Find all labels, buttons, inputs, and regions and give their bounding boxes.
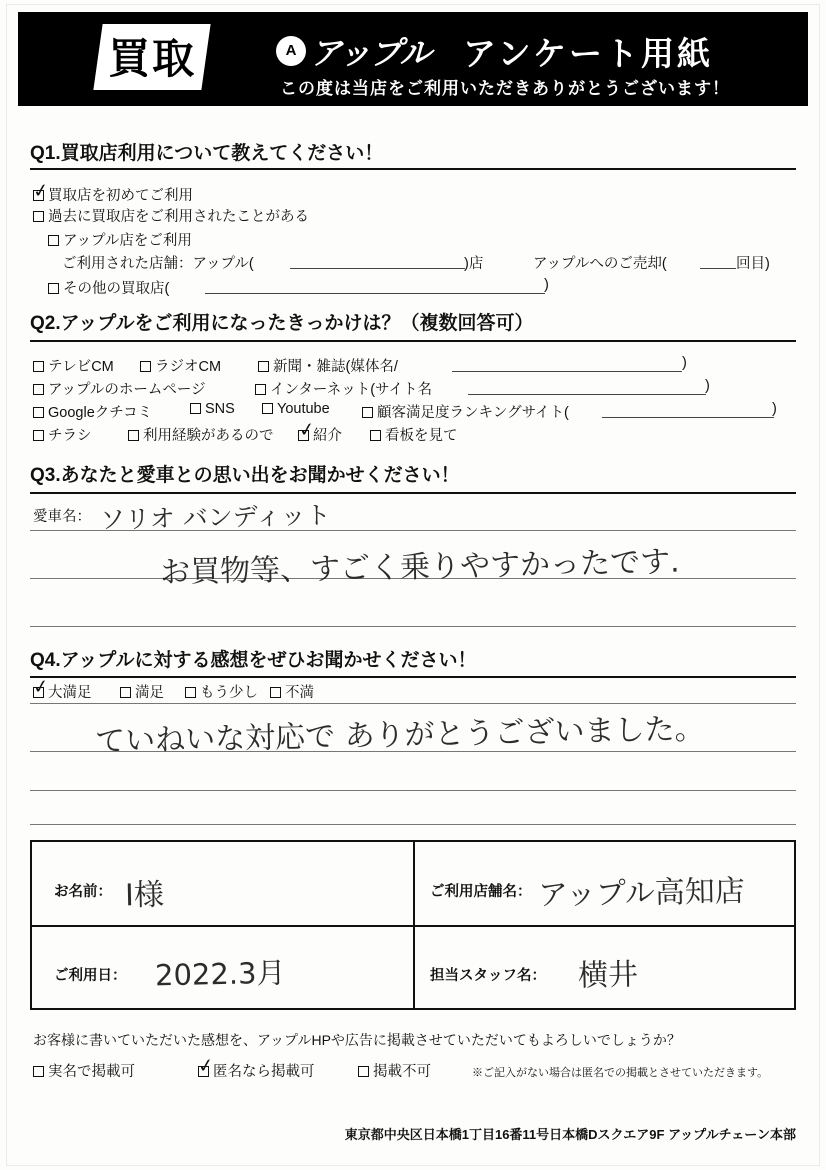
q1-sell-count-blank[interactable] — [700, 268, 736, 269]
footer-option-no-publish[interactable]: 掲載不可 — [358, 1060, 431, 1081]
checkbox[interactable] — [33, 384, 44, 395]
checkbox[interactable] — [48, 283, 59, 294]
q4-rule — [30, 676, 796, 678]
footer-check-anonymous-icon: ✓ — [196, 1054, 216, 1079]
shop-label: ご利用店舗名： — [430, 884, 532, 900]
q1-sell-count-suffix: 回目) — [736, 256, 770, 272]
name-value-handwriting: I様 — [124, 877, 165, 914]
q1-heading: Q1.買取店利用について教えてください！ — [30, 143, 384, 164]
q2-option-internet[interactable]: インターネット(サイト名 — [255, 378, 432, 399]
checkbox[interactable] — [33, 407, 44, 418]
checkbox[interactable] — [120, 687, 131, 698]
q4-option-satisfied[interactable]: 満足 — [120, 681, 164, 702]
q3-write-line-3[interactable] — [30, 626, 796, 627]
q2-option-flyer[interactable]: チラシ — [33, 424, 92, 445]
q2-option-referral[interactable]: 紹介 — [298, 424, 342, 445]
q1-option-other-shop[interactable]: その他の買取店( — [48, 277, 169, 298]
company-address: 東京都中央区日本橋1丁目16番11号日本橋Dスクエア9F アップルチェーン本部 — [344, 1127, 796, 1142]
checkbox[interactable] — [258, 361, 269, 372]
staff-value-handwriting: 横井 — [577, 957, 639, 994]
q2-heading: Q2.アップルをご利用になったきっかけは？（複数回答可） — [30, 313, 534, 334]
q2-option-signboard[interactable]: 看板を見て — [370, 424, 458, 445]
apple-mark-icon: A — [276, 36, 306, 66]
checkbox[interactable] — [358, 1066, 369, 1077]
table-horizontal-divider — [32, 925, 794, 927]
q2-media-blank[interactable] — [452, 371, 682, 372]
q1-option-used-before[interactable]: 過去に買取店をご利用されたことがある — [33, 205, 309, 226]
q4-check-very-satisfied-icon: ✓ — [31, 675, 51, 700]
checkbox[interactable] — [185, 687, 196, 698]
q1-other-shop-blank[interactable] — [205, 293, 545, 294]
brand-logo — [276, 28, 430, 74]
q3-car-label: 愛車名： — [33, 509, 91, 525]
q1-option-apple-store[interactable]: アップル店をご利用 — [48, 229, 192, 250]
q1-used-shop-suffix: )店 — [464, 256, 484, 272]
page-title: アンケート用紙 — [463, 35, 714, 72]
q2-row3-close: ) — [772, 401, 777, 417]
q2-option-sns[interactable]: SNS — [190, 401, 235, 417]
q4-heading: Q4.アップルに対する感想をぜひお聞かせください！ — [30, 650, 477, 671]
checkbox[interactable] — [370, 430, 381, 441]
q3-answer-handwriting: お買物等、すごく乗りやすかったです. — [159, 544, 680, 591]
q3-car-value-handwriting: ソリオ バンディット — [99, 500, 332, 535]
footer-note: ※ご記入がない場合は匿名での掲載とさせていただきます。 — [472, 1067, 769, 1079]
date-value-handwriting: 2022.3月 — [154, 955, 286, 993]
publish-consent-question: お客様に書いていただいた感想を、アップルHPや広告に掲載させていただいてもよろしいでしょうか？ — [33, 1032, 681, 1048]
q2-row1-close: ) — [682, 355, 687, 371]
q2-option-radio-cm[interactable]: ラジオCM — [140, 355, 221, 376]
date-label: ご利用日： — [54, 968, 127, 984]
banner-subtitle: この度は当店をご利用いただきありがとうございます！ — [280, 79, 730, 98]
checkbox[interactable] — [262, 403, 273, 414]
checkbox[interactable] — [48, 235, 59, 246]
q1-used-shop-line: ご利用された店舗：アップル( — [62, 256, 254, 272]
q2-row2-close: ) — [705, 378, 710, 394]
brand-wordmark: アップル — [310, 35, 431, 71]
q2-check-referral-icon: ✓ — [297, 418, 317, 443]
checkbox[interactable] — [33, 361, 44, 372]
q4-write-line-3[interactable] — [30, 790, 796, 791]
name-label: お名前： — [54, 884, 112, 900]
q2-option-ranking-site[interactable]: 顧客満足度ランキングサイト( — [362, 401, 569, 422]
q1-sell-count-label: アップルへのご売却( — [533, 256, 667, 272]
q4-answer-handwriting: ていねいな対応で ありがとうございました。 — [94, 711, 705, 760]
footer-option-real-name[interactable]: 実名で掲載可 — [33, 1060, 135, 1081]
q2-site-blank[interactable] — [468, 394, 706, 395]
q1-shop-blank[interactable] — [290, 268, 465, 269]
q3-heading: Q3.あなたと愛車との思い出をお聞かせください！ — [30, 465, 460, 486]
q1-rule — [30, 168, 796, 170]
checkbox[interactable] — [190, 403, 201, 414]
checkbox[interactable] — [33, 211, 44, 222]
q4-option-dissatisfied[interactable]: 不満 — [270, 681, 314, 702]
customer-info-table — [30, 840, 796, 1010]
header-banner — [18, 12, 808, 106]
checkbox[interactable] — [33, 1066, 44, 1077]
q4-write-line-4[interactable] — [30, 824, 796, 825]
shop-value-handwriting: アップル高知店 — [537, 873, 746, 914]
checkbox[interactable] — [33, 430, 44, 441]
q1-other-shop-close: ) — [544, 277, 549, 293]
q3-rule — [30, 492, 796, 494]
checkbox[interactable] — [255, 384, 266, 395]
checkbox[interactable] — [140, 361, 151, 372]
q2-option-newspaper-magazine[interactable]: 新聞・雑誌(媒体名/ — [258, 355, 398, 376]
staff-label: 担当スタッフ名： — [430, 968, 546, 984]
q2-option-google-review[interactable]: Googleクチコミ — [33, 401, 152, 422]
checkbox[interactable] — [128, 430, 139, 441]
checkbox[interactable] — [270, 687, 281, 698]
q2-ranking-blank[interactable] — [602, 417, 774, 418]
q2-option-experience[interactable]: 利用経験があるので — [128, 424, 274, 445]
q1-option-first-time[interactable]: 買取店を初めてご利用 — [33, 184, 193, 205]
footer-option-anonymous[interactable]: 匿名なら掲載可 — [198, 1060, 315, 1081]
q4-option-a-little-more[interactable]: もう少し — [185, 681, 258, 702]
q2-option-homepage[interactable]: アップルのホームページ — [33, 378, 206, 399]
q2-option-youtube[interactable]: Youtube — [262, 401, 330, 417]
q1-check-first-time-icon: ✓ — [31, 179, 51, 204]
checkbox[interactable] — [362, 407, 373, 418]
q2-option-tv-cm[interactable]: テレビCM — [33, 355, 114, 376]
kaitori-badge: 買取 — [93, 24, 210, 90]
q2-rule — [30, 340, 796, 342]
q4-option-very-satisfied[interactable]: 大満足 — [33, 681, 92, 702]
